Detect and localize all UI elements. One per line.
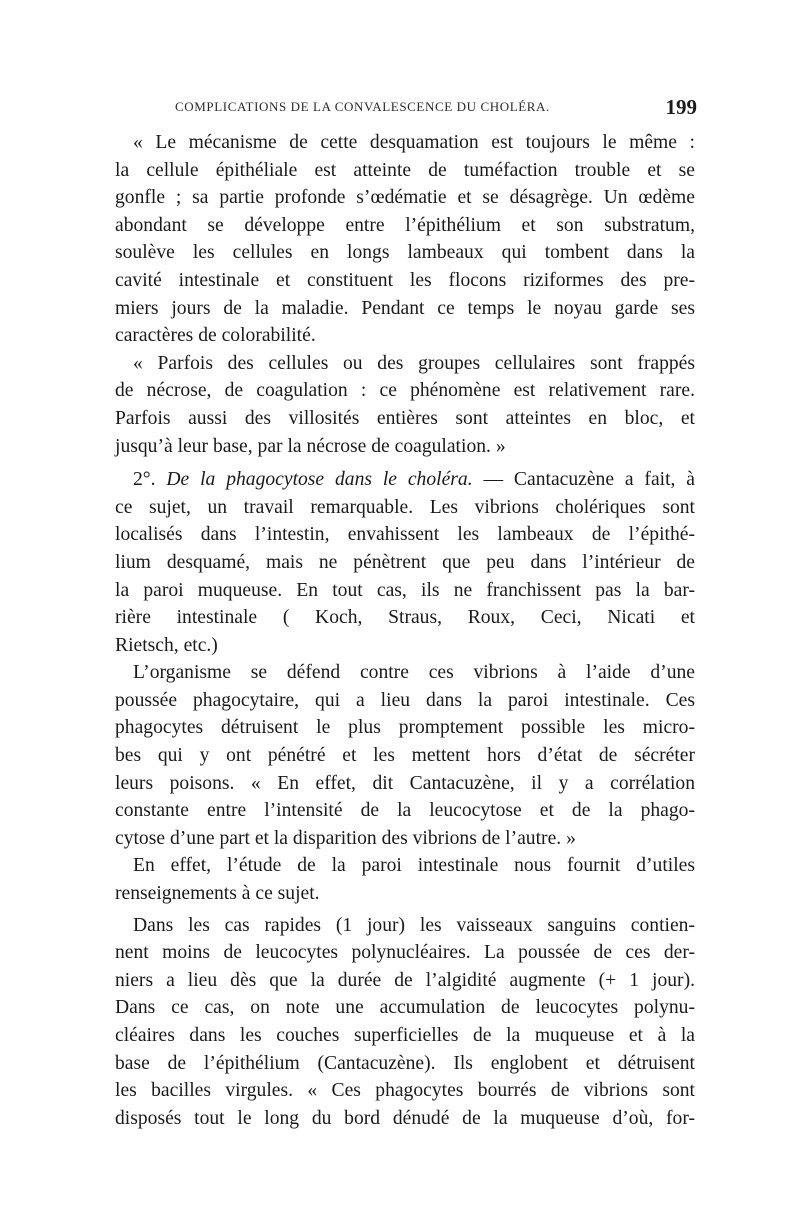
running-title: COMPLICATIONS DE LA CONVALESCENCE DU CHOLÉRA. — [175, 99, 550, 114]
text-line: poussée phagocytaire, qui a lieu dans la paroi intestinale. Ces — [115, 689, 695, 711]
text-line: soulève les cellules en longs lambeaux qui tombent dans la — [115, 242, 695, 264]
paragraph-3 — [115, 466, 695, 659]
text-line: la paroi muqueuse. En tout cas, ils ne franchissent pas la bar- — [115, 579, 695, 601]
text-line: phagocytes détruisent le plus promptement possible les micro- — [115, 717, 695, 739]
text-line: jusqu’à leur base, par la nécrose de coagulation. » — [115, 435, 506, 457]
book-page — [115, 95, 695, 1132]
text-line: renseignements à ce sujet. — [115, 883, 320, 905]
text-line: niers a lieu dès que la durée de l’algidité augmente (+ 1 jour). — [115, 969, 695, 991]
text-line: lium desquamé, mais ne pénètrent que peu dans l’intérieur de — [115, 551, 695, 573]
text-line: cléaires dans les couches superficielles de la muqueuse et à la — [115, 1025, 695, 1046]
paragraph-6 — [115, 912, 695, 1133]
text-line: L’organisme se défend contre ces vibrions à l’aide d’une — [133, 662, 695, 684]
text-line: la cellule épithéliale est atteinte de tuméfaction trouble et se — [115, 159, 695, 181]
section-title: De la phagocytose dans le choléra. — [166, 469, 473, 491]
text-line: leurs poisons. « En effet, dit Cantacuzène, il y a corrélation — [115, 772, 695, 794]
text-line: constante entre l’intensité de la leucocytose et de la phago- — [115, 800, 695, 822]
text-line: disposés tout le long du bord dénudé de la muqueuse d’où, for- — [115, 1107, 695, 1129]
text-line: rière intestinale ( Koch, Straus, Roux, Ceci, Nicati et — [115, 607, 695, 629]
text-line: En effet, l’étude de la paroi intestinale nous fournit d’utiles — [133, 855, 695, 877]
paragraph-2 — [115, 350, 695, 460]
paragraph-5 — [115, 852, 695, 907]
text-line: cavité intestinale et constituent les flocons riziformes des pre- — [115, 269, 695, 291]
text-line: abondant se développe entre l’épithélium et son substratum, — [115, 214, 695, 236]
text-line: 2°. De la phagocytose dans le choléra. — Cantacuzène a fait, à — [133, 469, 695, 491]
body-text — [115, 129, 695, 1132]
paragraph-4 — [115, 659, 695, 852]
text-line: caractères de colorabilité. — [115, 325, 316, 347]
text-line: Parfois aussi des villosités entières sont atteintes en bloc, et — [115, 407, 695, 429]
text-line: gonfle ; sa partie profonde s’œdématie et se désagrège. Un œdème — [115, 187, 695, 209]
text-line: bes qui y ont pénétré et les mettent hors d’état de sécréter — [115, 745, 695, 767]
running-header — [115, 95, 695, 119]
text-line: ce sujet, un travail remarquable. Les vibrions cholériques sont — [115, 496, 695, 518]
text-line: localisés dans l’intestin, envahissent les lambeaux de l’épithé- — [115, 524, 695, 546]
text-line: base de l’épithélium (Cantacuzène). Ils englobent et détruisent — [115, 1052, 695, 1074]
page-number: 199 — [665, 95, 697, 119]
text-line: Rietsch, etc.) — [115, 634, 218, 656]
text-line: « Le mécanisme de cette desquamation est toujours le même : — [133, 132, 695, 153]
text-line: « Parfois des cellules ou des groupes cellulaires sont frappés — [133, 352, 695, 374]
text-line: cytose d’une part et la disparition des vibrions de l’autre. » — [115, 827, 576, 849]
text-line: Dans les cas rapides (1 jour) les vaisseaux sanguins contien- — [133, 914, 695, 936]
text-line: de nécrose, de coagulation : ce phénomène est relativement rare. — [115, 380, 695, 402]
text-line: nent moins de leucocytes polynucléaires. La poussée de ces der- — [115, 942, 695, 964]
text-line: les bacilles virgules. « Ces phagocytes bourrés de vibrions sont — [115, 1080, 695, 1102]
text-line: miers jours de la maladie. Pendant ce temps le noyau garde ses — [115, 297, 695, 319]
text-line: Dans ce cas, on note une accumulation de leucocytes polynu- — [115, 997, 695, 1019]
section-number: 2°. — [133, 469, 167, 491]
paragraph-1 — [115, 129, 695, 350]
